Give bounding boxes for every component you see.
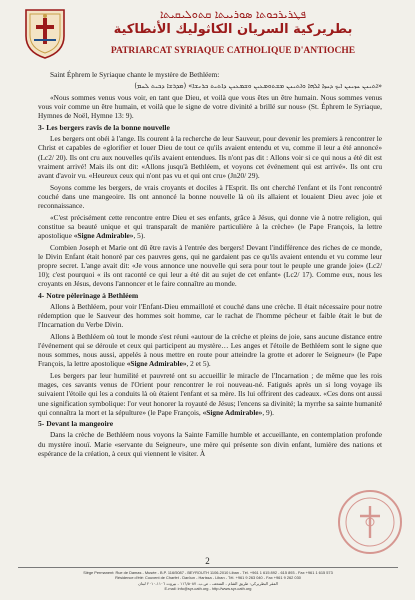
section-heading-4: 4- Notre pèlerinage à Bethléem: [38, 290, 139, 300]
paragraph-manger: Dans la crèche de Bethléem nous voyons la Sainte Famille humble et accueillante, en contemplation profonde du mystère inouï. Marie «servante du Seigneur», une mère qui présente son divin enfant, lumière des nations et espérance de la création, à ceux qui viennent le visiter. À: [38, 430, 382, 458]
text-run: , 9).: [262, 407, 274, 417]
footer-residence-line: Résidence d'été: Couvent de Charfet - Darôun - Harissa - Liban - Tél. +961 9 263 040 - Fax +961 9 262 030: [115, 575, 301, 581]
footer-contact-line[interactable]: E-mail: info@syr-cath.org - http://www.syr-cath.org: [164, 586, 252, 592]
letter-body: [38, 70, 382, 460]
paragraph-joseph-mary: Combien Joseph et Marie ont dû être ravis à l'entrée des bergers! Devant l'indifférence des riches de ce monde, le Divin Enfant était honoré par ces pauvres gens, qui ne gardaient pas ce qu'ils avaient entendu et vu comme leur propre secret. L'ange avait dit: «Je vous annonce une nouvelle qui sera pour tout le peuple une grande joie» (Lc2/ 10); c'est pourquoi « ils ont raconté ce qui leur a été dit au sujet de cet enfant» (Lc2/ 17). Comme eux, nous les croyants en Jésus, devons l'annoncer et le faire connaître au monde.: [38, 242, 382, 289]
syriac-quote: «ܐܬܝܢܢ ܚܙܝܢܢ ܐܝܟ ܕܚܙܐ ܐܠܗܐ ܘܐܬܝܢܢ ܡܫܬܘܡܥܝܢ ܘܫܡܥܢܢ ܕܐܬܝܬ ܒܪܢܫܐ» (ܡܕܪܫܐ ܕܒܝܬ ܠܚܡ): [134, 81, 382, 90]
section-heading-3: 3- Les bergers ravis de la bonne nouvelle: [38, 123, 170, 133]
intro-line: Saint Éphrem le Syriaque chante le mystère de Bethléem:: [50, 70, 220, 79]
footer-address-line: Siège Permanent: Rue de Damas - Musée - B.P. 116/5087 - BEYROUTH 1106-2010 Liban - Tél. +961 1 615 892 - 615 893 - Fax +961 1 615 573: [83, 570, 333, 575]
document-title-ref: «Signe Admirable»: [73, 230, 134, 240]
text-run: , 2 et 5).: [186, 359, 211, 369]
syriac-title: ܦܛܪܝܪܟܘܬܐ ܣܘܪܝܝܬܐ ܩܬܘܠܝܩܝܬܐ: [160, 8, 306, 21]
text-run: , 5).: [133, 230, 146, 240]
paragraph-gathering: [38, 332, 382, 369]
document-title-ref: «Signe Admirable»: [126, 359, 187, 369]
letterhead-footer: [18, 567, 398, 592]
paragraph-believers: Soyons comme les bergers, de vrais croyants et dociles à l'Esprit. Ils ont cherché l'enfant et ils l'ont rencontré couché dans une mangeoire. Ils ont annoncé la bonne nouvelle là où ils allaient et louaient Dieu avec joie et reconnaissance.: [38, 182, 382, 210]
paragraph-encounter: [38, 213, 382, 240]
section-heading-5: 5- Devant la mangeoire: [38, 419, 114, 429]
patriarchal-crest-icon: [22, 6, 68, 60]
letterhead: [0, 0, 415, 66]
latin-title: PATRIARCAT SYRIAQUE CATHOLIQUE D'ANTIOCHE: [110, 46, 356, 56]
paragraph-magi: [38, 371, 382, 417]
page-number: 2: [205, 556, 210, 566]
text-run: Les bergers par leur humilité et pauvreté ont su accueillir le miracle de l'Incarnation ; de même que les rois mages, ces savants venus de l'Orient pour rencontrer le roi nouveau-né. Fatigués après un si long voyage ils suivaient l'étoile qui les a conduits là où étaient l'enfant et sa mère. Ils lui offrirent des cadeaux. «Ces dons ont aussi une signification symbolique: l'or veut honorer la royauté de Jésus; l'encens sa divinité; la myrrhe sa sainte humanité qui connaîtra la mort et la sépulture» (le Pape François,: [38, 371, 382, 417]
text-run: «C'est précisément cette rencontre entre Dieu et ses enfants, grâce à Jésus, qui donne vie à notre religion, qui constitue sa beauté unique et qui transparaît de manière particulière à la crèche» (le Pape François, la lettre apostolique: [38, 212, 382, 240]
document-title-ref: «Signe Admirable»: [202, 407, 263, 417]
text-run: Allons à Bethléem où tout le monde s'est réuni «autour de la crèche et pleins de joie, sans aucune distance entre l'événement qui se déroule et ceux qui participent au mystère… Les anges et l'étoile de Bethléem sont le signe que nous sommes, nous aussi, appelés à nous mettre en route pour atteindre la grotte et adorer le Seigneur» (le Pape François, la lettre apostolique: [38, 331, 382, 369]
footer-arabic-line: المقر البطريركي: طريق الشام - المتحف - ص.ب. ١١٦/٥٠٨٧ - بيروت ١١٠٦-٢٠١٠ لبنان: [138, 580, 278, 586]
arabic-title: بطريركية السريان الكاثوليك الأنطاكية: [113, 22, 353, 37]
paragraph-pilgrimage: Allons à Bethléem, pour voir l'Enfant-Dieu emmailloté et couché dans une crèche. Il était nécessaire pour notre rédemption que le Sauveur des hommes soit homme, car le rachat de l'homme pécheur et faible était le but de l'Incarnation du Verbe Divin.: [38, 301, 382, 330]
paragraph-shepherds: Les bergers ont obéi à l'ange. Ils courent à la recherche de leur Sauveur, pour devenir les premiers à rencontrer le Christ et capables de «glorifier et louer Dieu de tout ce qu'ils avaient entendu et vu, comme il leur a été annoncé» (Lc2/ 20). Ils ont cru aux nouvelles qu'ils avaient entendues. Ils n'ont pas dit : Allons voir si ce qui nous a été dit est vraiment arrivé! Mais ils ont dit: «Allons jusqu'à Bethléem, et voyons cet événement qui est arrivé». Ils ont cru avant d'avoir vu. «Heureux ceux qui n'ont pas vu et qui ont cru» (Jn20/ 29).: [38, 134, 382, 180]
official-seal-stamp: [336, 488, 404, 556]
paragraph-ephrem: «Nous sommes venus vous voir, en tant que Dieu, et voilà que vous êtes un être humain. Nous sommes venus vous voir comme un être humain, et voilà que le signe de votre divinité a brillé sur nous» (St. Éphrem le Syriaque, Hymnes de Noël, Hymne 13: 9).: [38, 93, 382, 121]
